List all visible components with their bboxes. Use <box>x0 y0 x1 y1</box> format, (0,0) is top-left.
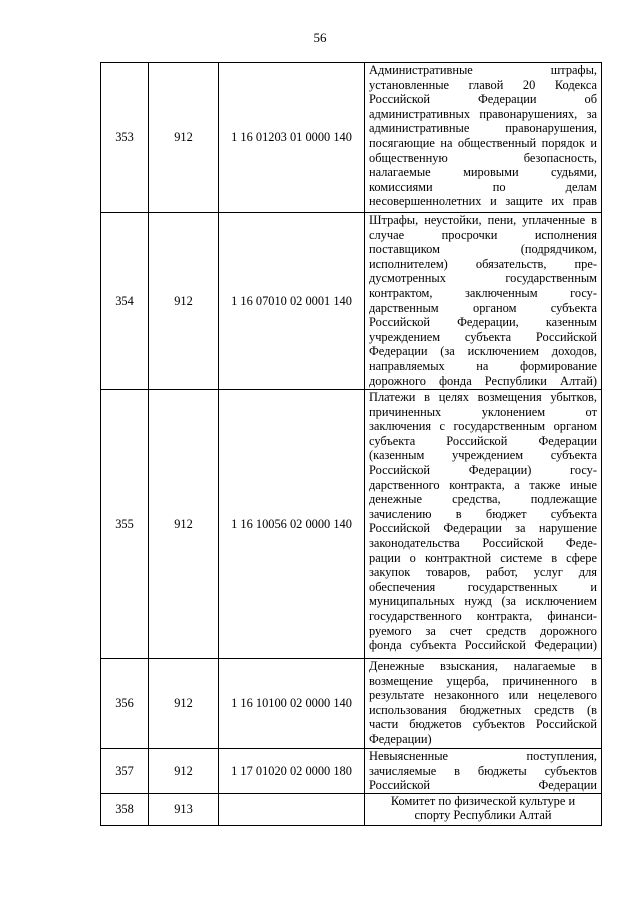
row-number-cell: 354 <box>101 213 149 390</box>
description-line: зачислению в бюджет субъекта <box>369 506 597 521</box>
description-line: использования бюджетных средств (в <box>369 702 597 717</box>
description-line: результате незаконного или нецелевого <box>369 688 597 703</box>
description-line: поставщиком (подрядчиком, <box>369 242 597 257</box>
description-line: зачисляемые в бюджеты субъектов <box>369 763 597 778</box>
description-line: обеспечения государственных и <box>369 579 597 594</box>
description-line: руемого за счет средств дорожного <box>369 623 597 638</box>
description-line: муниципальных нужд (за исключением <box>369 594 597 609</box>
description-line: Комитет по физической культуре и <box>390 793 576 808</box>
description-line: субъекта Российской Федерации <box>369 433 597 448</box>
description-line: Административные штрафы, <box>369 63 597 77</box>
description-line: части бюджетов субъектов Российской <box>369 717 597 732</box>
description-line: Невыясненные поступления, <box>369 749 597 763</box>
description-line: Штрафы, неустойки, пени, уплаченные в <box>369 213 597 227</box>
admin-code-cell: 912 <box>149 390 219 659</box>
description-line: учреждением субъекта Российской <box>369 329 597 344</box>
description-line: исполнителем) обязательств, пре- <box>369 256 597 271</box>
budget-classification-code-cell: 1 17 01020 02 0000 180 <box>219 749 365 794</box>
admin-code-cell: 912 <box>149 213 219 390</box>
description-line: фонда субъекта Российской Федерации) <box>369 638 597 653</box>
admin-code-cell: 912 <box>149 63 219 213</box>
table-body <box>101 63 602 826</box>
description-line: возмещение ущерба, причиненного в <box>369 673 597 688</box>
description-line: Российской Федерации) госу- <box>369 462 597 477</box>
budget-classification-code-cell <box>219 793 365 825</box>
description-line: дарственного контракта, а также иные <box>369 477 597 492</box>
description-line: закупок товаров, работ, услуг для <box>369 565 597 580</box>
page-number: 56 <box>313 30 327 45</box>
row-number-cell: 353 <box>101 63 149 213</box>
description-line: (казенным учреждением субъекта <box>369 448 597 463</box>
row-number-cell: 358 <box>101 793 149 825</box>
description-line: Российской Федерации, казенным <box>369 315 597 330</box>
income-description-cell <box>365 390 602 659</box>
description-line: посягающие на общественный порядок и <box>369 135 597 150</box>
table-row <box>101 659 602 749</box>
description-line: направляемых на формирование <box>369 358 597 373</box>
description-line: контрактом, заключенным госу- <box>369 285 597 300</box>
description-line: несовершеннолетних и защите их прав <box>369 194 597 209</box>
row-number-cell: 357 <box>101 749 149 794</box>
table-row <box>101 213 602 390</box>
description-line: Федерации) <box>369 731 432 746</box>
income-description-cell <box>365 213 602 390</box>
table-row <box>101 63 602 213</box>
table-row <box>101 390 602 659</box>
budget-classification-code-cell: 1 16 10100 02 0000 140 <box>219 659 365 749</box>
admin-code-cell: 912 <box>149 749 219 794</box>
description-line: причиненных уклонением от <box>369 404 597 419</box>
description-line: государственного контракта, финанси- <box>369 608 597 623</box>
budget-classification-code-cell: 1 16 10056 02 0000 140 <box>219 390 365 659</box>
row-number-cell: 355 <box>101 390 149 659</box>
income-description-cell <box>365 793 602 825</box>
description-line: законодательства Российской Феде- <box>369 535 597 550</box>
description-line: административных правонарушениях, за <box>369 106 597 121</box>
description-line: заключения с государственным органом <box>369 419 597 434</box>
income-description-cell <box>365 659 602 749</box>
description-line: Российской Федерации за нарушение <box>369 521 597 536</box>
description-line: Платежи в целях возмещения убытков, <box>369 390 597 404</box>
budget-classification-code-cell: 1 16 07010 02 0001 140 <box>219 213 365 390</box>
description-line: Российской Федерации <box>369 778 597 793</box>
row-number-cell: 356 <box>101 659 149 749</box>
description-line: дарственным органом субъекта <box>369 300 597 315</box>
description-line: налагаемые мировыми судьями, <box>369 165 597 180</box>
description-line: общественную безопасность, <box>369 150 597 165</box>
table-row <box>101 749 602 794</box>
table-row <box>101 793 602 825</box>
income-description-cell <box>365 63 602 213</box>
description-line: комиссиями по делам <box>369 179 597 194</box>
description-line: Российской Федерации об <box>369 92 597 107</box>
description-line: дорожного фонда Республики Алтай) <box>369 373 597 388</box>
description-line: административные правонарушения, <box>369 121 597 136</box>
budget-classification-code-cell: 1 16 01203 01 0000 140 <box>219 63 365 213</box>
description-line: рации о контрактной системе в сфере <box>369 550 597 565</box>
description-line: Федерации (за исключением доходов, <box>369 344 597 359</box>
description-line: Денежные взыскания, налагаемые в <box>369 659 597 673</box>
income-description-cell <box>365 749 602 794</box>
admin-code-cell: 913 <box>149 793 219 825</box>
description-line: случае просрочки исполнения <box>369 227 597 242</box>
description-line: спорту Республики Алтай <box>414 808 552 823</box>
description-line: дусмотренных государственным <box>369 271 597 286</box>
admin-code-cell: 912 <box>149 659 219 749</box>
description-line: установленные главой 20 Кодекса <box>369 77 597 92</box>
budget-codes-table <box>100 62 602 826</box>
description-line: денежные средства, подлежащие <box>369 492 597 507</box>
